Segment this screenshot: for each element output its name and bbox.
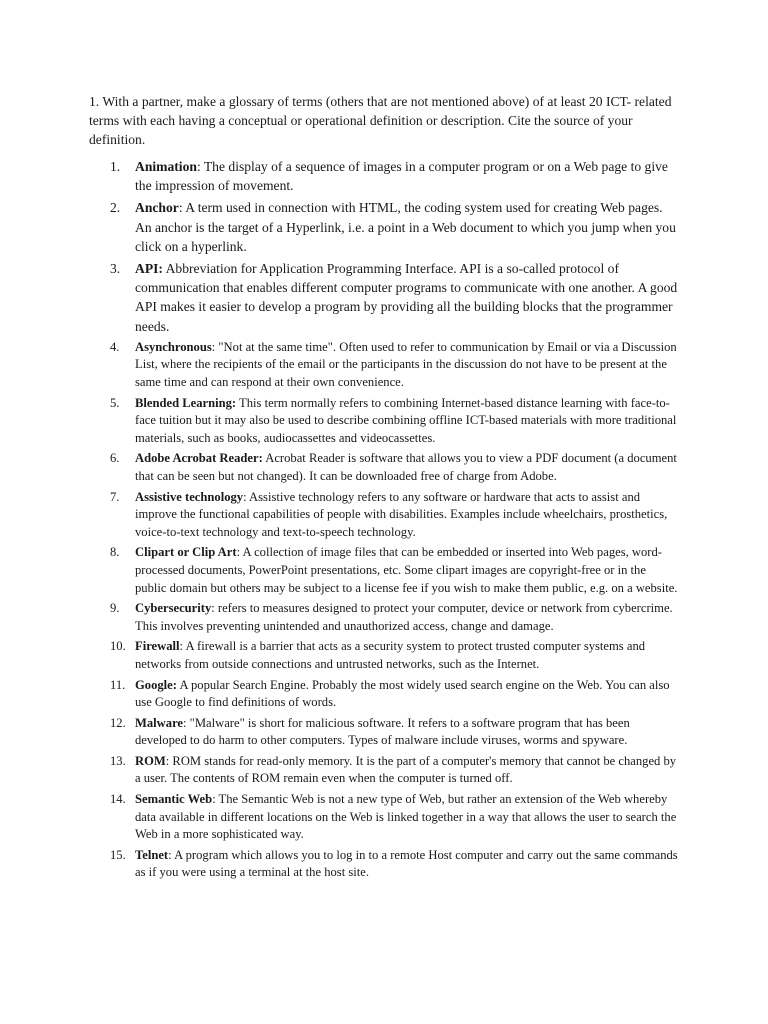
item-number: 12. (110, 715, 126, 730)
glossary-item (89, 198, 679, 256)
glossary-term: ROM (135, 753, 166, 768)
glossary-definition: : refers to measures designed to protect your computer, device or network from cybercrime. This involves preventing unintended and unauthorized access, change and damage. (135, 601, 673, 633)
glossary-term: Cybersecurity (135, 601, 212, 616)
item-number: 9. (110, 601, 120, 616)
glossary-definition: : A term used in connection with HTML, the coding system used for creating Web pages. An anchor is the target of a Hyperlink, i.e. a point in a Web document to which you jump when you click on a hyperlink. (135, 200, 676, 254)
glossary-item (89, 450, 679, 485)
item-number: 14. (110, 792, 126, 807)
glossary-definition: : "Not at the same time". Often used to refer to communication by Email or via a Discussion List, where the recipients of the email or the participants in the discussion do not have to be present at the same time and can respond at their own convenience. (135, 339, 677, 390)
glossary-definition: : The Semantic Web is not a new type of Web, but rather an extension of the Web whereby data available in different locations on the Web is linked together in a way that allows the user to search the Web in a more sophisticated way. (135, 792, 677, 842)
item-number: 7. (110, 489, 120, 504)
glossary-term: API: (135, 261, 163, 277)
document-page (89, 92, 679, 885)
glossary-item (89, 259, 679, 336)
glossary-item (89, 638, 679, 673)
glossary-definition: : The display of a sequence of images in a computer program or on a Web page to give the impression of movement. (135, 159, 668, 194)
glossary-item (89, 791, 679, 844)
glossary-definition: : ROM stands for read-only memory. It is the part of a computer's memory that cannot be changed by a user. The contents of ROM remain even when the computer is turned off. (135, 753, 677, 786)
item-number: 11. (110, 677, 126, 692)
glossary-definition: : Assistive technology refers to any software or hardware that acts to assist and improve the functional capabilities of people with disabilities. Examples include wheelchairs, prosthetics, voice-to-text technology and text-to-speech technology. (135, 489, 668, 539)
glossary-list (89, 157, 679, 882)
item-number: 2. (110, 200, 121, 216)
glossary-item (89, 847, 679, 882)
glossary-term: Adobe Acrobat Reader: (135, 451, 263, 466)
glossary-term: Semantic Web (135, 792, 213, 807)
glossary-item (89, 489, 679, 542)
item-number: 4. (110, 339, 120, 354)
glossary-item (89, 677, 679, 712)
glossary-term: Malware (135, 715, 184, 730)
glossary-definition: Abbreviation for Application Programming Interface. API is a so-called protocol of communication that enables different computer programs to communicate with one another. A good API makes it easier to develop a program by providing all the building blocks that the programmer needs. (135, 261, 678, 334)
glossary-definition: : A collection of image files that can be embedded or inserted into Web pages, word-processed documents, PowerPoint presentations, etc. Some clipart images are copyright-free or in the public domain but others may be subject to a license fee if you wish to make them public, e.g. on a website. (135, 545, 678, 595)
glossary-item (89, 600, 679, 635)
glossary-item (89, 395, 679, 448)
item-number: 6. (110, 451, 120, 466)
glossary-definition: : "Malware" is short for malicious software. It refers to a software program that has been developed to do harm to other computers. Types of malware include viruses, worms and spyware. (135, 715, 630, 748)
glossary-definition: Acrobat Reader is software that allows you to view a PDF document (a document that can be seen but not changed). It can be downloaded free of charge from Adobe. (135, 451, 677, 483)
glossary-item (89, 157, 679, 195)
intro-paragraph: 1. With a partner, make a glossary of terms (others that are not mentioned above) of at least 20 ICT- related terms with each having a conceptual or operational definition or description. Cite the source of your definition. (89, 94, 672, 147)
item-number: 10. (110, 639, 126, 654)
glossary-term: Anchor (135, 200, 179, 216)
glossary-term: Asynchronous (135, 339, 212, 354)
glossary-item (89, 544, 679, 597)
glossary-term: Telnet (135, 847, 169, 862)
item-number: 15. (110, 847, 126, 862)
item-number: 3. (110, 261, 121, 277)
glossary-item (89, 339, 679, 392)
glossary-term: Firewall (135, 639, 180, 654)
glossary-term: Assistive technology (135, 489, 244, 504)
glossary-item (89, 715, 679, 750)
item-number: 8. (110, 545, 120, 560)
glossary-item (89, 753, 679, 788)
glossary-definition: This term normally refers to combining Internet-based distance learning with face-to-face tuition but it may also be used to describe combining offline ICT-based materials with more traditional materials, such as books, audiocassettes and videocassettes. (135, 395, 677, 445)
glossary-definition: A popular Search Engine. Probably the most widely used search engine on the Web. You can also use Google to find definitions of words. (135, 677, 670, 710)
glossary-definition: : A program which allows you to log in to a remote Host computer and carry out the same commands as if you were using a terminal at the host site. (135, 847, 678, 880)
item-number: 13. (110, 753, 126, 768)
item-number: 1. (110, 159, 121, 174)
item-number: 5. (110, 395, 120, 410)
glossary-term: Blended Learning: (135, 395, 237, 410)
glossary-term: Clipart or Clip Art (135, 545, 237, 560)
glossary-definition: : A firewall is a barrier that acts as a security system to protect trusted computer systems and networks from outside connections and untrusted networks, such as the Internet. (135, 639, 646, 671)
glossary-term: Google: (135, 677, 177, 692)
glossary-term: Animation (135, 159, 197, 174)
